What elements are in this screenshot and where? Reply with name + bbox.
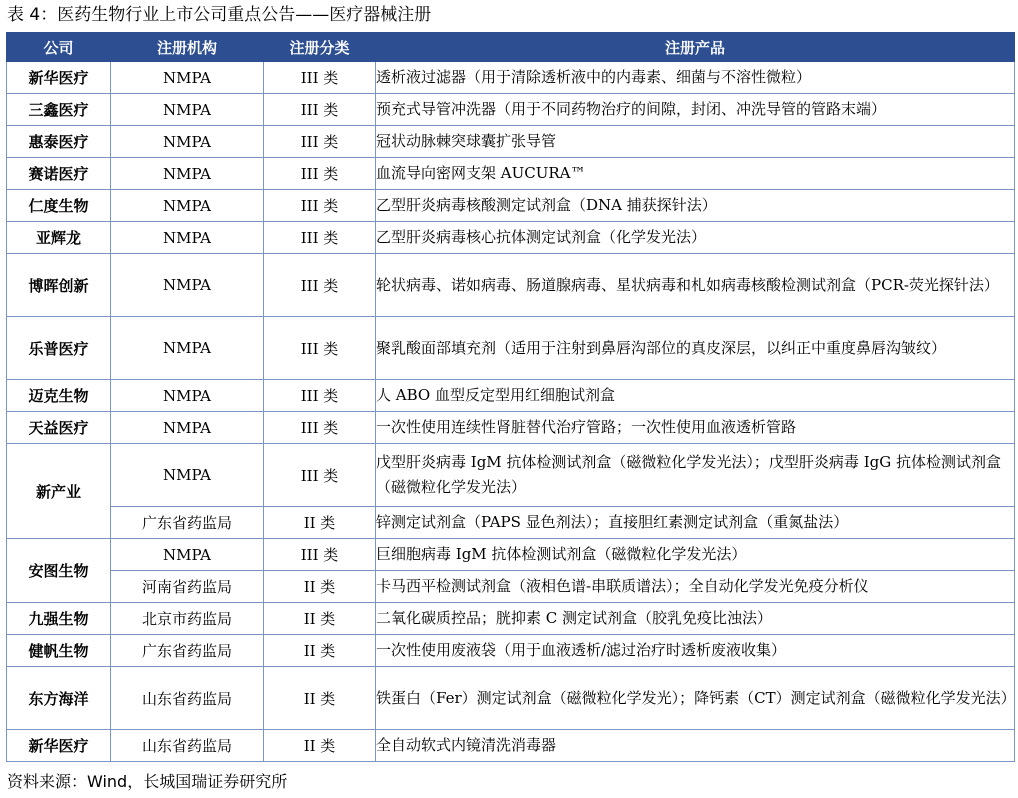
class-cell: III 类 bbox=[264, 380, 376, 412]
product-cell: 一次性使用连续性肾脏替代治疗管路；一次性使用血液透析管路 bbox=[376, 412, 1015, 444]
product-cell: 乙型肝炎病毒核心抗体测定试剂盒（化学发光法） bbox=[376, 222, 1015, 254]
table-row bbox=[7, 380, 1015, 412]
agency-cell: NMPA bbox=[111, 444, 264, 507]
table-row bbox=[7, 254, 1015, 317]
table-row bbox=[7, 507, 1015, 539]
product-cell: 戊型肝炎病毒 IgM 抗体检测试剂盒（磁微粒化学发光法）；戊型肝炎病毒 IgG 抗体检测试剂盒（磁微粒化学发光法） bbox=[376, 444, 1015, 507]
agency-cell: NMPA bbox=[111, 412, 264, 444]
product-cell: 乙型肝炎病毒核酸测定试剂盒（DNA 捕获探针法） bbox=[376, 190, 1015, 222]
class-cell: II 类 bbox=[264, 507, 376, 539]
company-cell: 博晖创新 bbox=[7, 254, 111, 317]
class-cell: III 类 bbox=[264, 94, 376, 126]
registration-table bbox=[6, 32, 1015, 762]
product-cell: 巨细胞病毒 IgM 抗体检测试剂盒（磁微粒化学发光法） bbox=[376, 539, 1015, 571]
header-product: 注册产品 bbox=[376, 33, 1015, 62]
agency-cell: NMPA bbox=[111, 126, 264, 158]
company-cell: 仁度生物 bbox=[7, 190, 111, 222]
class-cell: III 类 bbox=[264, 190, 376, 222]
class-cell: III 类 bbox=[264, 412, 376, 444]
table-row bbox=[7, 444, 1015, 507]
table-row bbox=[7, 94, 1015, 126]
product-cell: 人 ABO 血型反定型用红细胞试剂盒 bbox=[376, 380, 1015, 412]
agency-cell: 河南省药监局 bbox=[111, 571, 264, 603]
table-row bbox=[7, 126, 1015, 158]
class-cell: III 类 bbox=[264, 254, 376, 317]
agency-cell: NMPA bbox=[111, 190, 264, 222]
agency-cell: NMPA bbox=[111, 62, 264, 94]
product-cell: 聚乳酸面部填充剂（适用于注射到鼻唇沟部位的真皮深层，以纠正中重度鼻唇沟皱纹） bbox=[376, 317, 1015, 380]
company-cell: 安图生物 bbox=[7, 539, 111, 603]
product-cell: 全自动软式内镜清洗消毒器 bbox=[376, 730, 1015, 762]
class-cell: II 类 bbox=[264, 603, 376, 635]
class-cell: III 类 bbox=[264, 444, 376, 507]
class-cell: III 类 bbox=[264, 158, 376, 190]
agency-cell: 北京市药监局 bbox=[111, 603, 264, 635]
agency-cell: NMPA bbox=[111, 254, 264, 317]
table-caption: 表 4：医药生物行业上市公司重点公告——医疗器械注册 bbox=[7, 5, 432, 25]
table-row bbox=[7, 667, 1015, 730]
agency-cell: NMPA bbox=[111, 539, 264, 571]
company-cell: 九强生物 bbox=[7, 603, 111, 635]
agency-cell: 山东省药监局 bbox=[111, 667, 264, 730]
table-row bbox=[7, 190, 1015, 222]
product-cell: 轮状病毒、诺如病毒、肠道腺病毒、星状病毒和札如病毒核酸检测试剂盒（PCR-荧光探针法） bbox=[376, 254, 1015, 317]
company-cell: 新产业 bbox=[7, 444, 111, 539]
class-cell: III 类 bbox=[264, 62, 376, 94]
product-cell: 透析液过滤器（用于清除透析液中的内毒素、细菌与不溶性微粒） bbox=[376, 62, 1015, 94]
agency-cell: 广东省药监局 bbox=[111, 635, 264, 667]
agency-cell: 山东省药监局 bbox=[111, 730, 264, 762]
product-cell: 锌测定试剂盒（PAPS 显色剂法）；直接胆红素测定试剂盒（重氮盐法） bbox=[376, 507, 1015, 539]
table-row bbox=[7, 158, 1015, 190]
company-cell: 新华医疗 bbox=[7, 62, 111, 94]
header-company: 公司 bbox=[7, 33, 111, 62]
class-cell: II 类 bbox=[264, 730, 376, 762]
agency-cell: NMPA bbox=[111, 158, 264, 190]
product-cell: 卡马西平检测试剂盒（液相色谱-串联质谱法）；全自动化学发光免疫分析仪 bbox=[376, 571, 1015, 603]
class-cell: III 类 bbox=[264, 126, 376, 158]
table-header-row bbox=[7, 33, 1015, 62]
company-cell: 惠泰医疗 bbox=[7, 126, 111, 158]
product-cell: 预充式导管冲洗器（用于不同药物治疗的间隙，封闭、冲洗导管的管路末端） bbox=[376, 94, 1015, 126]
class-cell: II 类 bbox=[264, 571, 376, 603]
header-class: 注册分类 bbox=[264, 33, 376, 62]
product-cell: 冠状动脉棘突球囊扩张导管 bbox=[376, 126, 1015, 158]
class-cell: II 类 bbox=[264, 635, 376, 667]
table-row bbox=[7, 539, 1015, 571]
company-cell: 新华医疗 bbox=[7, 730, 111, 762]
source-note: 资料来源：Wind，长城国瑞证券研究所 bbox=[7, 772, 288, 791]
product-cell: 一次性使用废液袋（用于血液透析/滤过治疗时透析废液收集） bbox=[376, 635, 1015, 667]
class-cell: II 类 bbox=[264, 667, 376, 730]
class-cell: III 类 bbox=[264, 539, 376, 571]
class-cell: III 类 bbox=[264, 317, 376, 380]
company-cell: 健帆生物 bbox=[7, 635, 111, 667]
header-agency: 注册机构 bbox=[111, 33, 264, 62]
product-cell: 血流导向密网支架 AUCURA™ bbox=[376, 158, 1015, 190]
company-cell: 亚辉龙 bbox=[7, 222, 111, 254]
agency-cell: NMPA bbox=[111, 94, 264, 126]
table-row bbox=[7, 412, 1015, 444]
table-row bbox=[7, 603, 1015, 635]
table-row bbox=[7, 571, 1015, 603]
table-row bbox=[7, 222, 1015, 254]
company-cell: 东方海洋 bbox=[7, 667, 111, 730]
agency-cell: NMPA bbox=[111, 222, 264, 254]
company-cell: 赛诺医疗 bbox=[7, 158, 111, 190]
company-cell: 迈克生物 bbox=[7, 380, 111, 412]
table-row bbox=[7, 635, 1015, 667]
table-row bbox=[7, 317, 1015, 380]
class-cell: III 类 bbox=[264, 222, 376, 254]
agency-cell: 广东省药监局 bbox=[111, 507, 264, 539]
company-cell: 三鑫医疗 bbox=[7, 94, 111, 126]
product-cell: 铁蛋白（Fer）测定试剂盒（磁微粒化学发光）；降钙素（CT）测定试剂盒（磁微粒化学发光法） bbox=[376, 667, 1015, 730]
company-cell: 天益医疗 bbox=[7, 412, 111, 444]
company-cell: 乐普医疗 bbox=[7, 317, 111, 380]
product-cell: 二氧化碳质控品；胱抑素 C 测定试剂盒（胶乳免疫比浊法） bbox=[376, 603, 1015, 635]
agency-cell: NMPA bbox=[111, 317, 264, 380]
table-row bbox=[7, 62, 1015, 94]
agency-cell: NMPA bbox=[111, 380, 264, 412]
table-row bbox=[7, 730, 1015, 762]
